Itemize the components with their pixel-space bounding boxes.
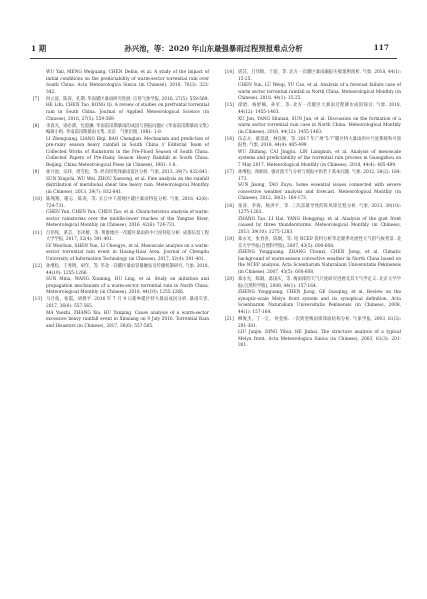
reference-number: [18] [225,203,234,209]
reference-text-english: SUN Xingchi, WU Wei, ZHOU Xuesong, et al. Fine analysis on the rainfall distribution of meridional shear line heavy rain. Meteorological Monthly (in Chinese), 2013, 39(7): 832-841. [46,176,209,195]
reference-entry [225,70,401,103]
reference-entry [225,170,401,203]
reference-text: 孙兴池，吴炜，周雪松，等. 经向切变线暴雨落区分析. 气象, 2013, 39(7): 832-841. [46,170,209,176]
reference-entry [33,297,209,330]
reference-text-english: CHEN Yun, LÜ Weiqi, YU Cao, et al. Analysis of a forecast failure case of warm sector torrential rainfall in North China. Meteorological Monthly (in Chinese), 2018, 44(1): 15-25. [238,83,401,102]
reference-entry [33,97,209,123]
reference-text-english: ZHENG Yongguang, ZHANG Chunxi, CHEN Jiong, et al. Climatic background of warm-season convective weather in North China based on the NCEP analysis. Acta Scientiarum Naturalium Universitatis Pekinensis (in Chinese), 2007, 43(5): 600-608. [238,250,401,275]
reference-text: 孙继松，王秀明，胡年，等. 华北一次暖区暴雨冒暴触发及传播机制研究. 气象, 2018, 44(10): 1255-1266. [46,263,209,276]
reference-number: [15] [225,103,234,109]
reference-entry [225,317,401,350]
reference-text: WU Yali, MENG Weiguang, CHEN Debin, et al. A study of the impact of initial conditions on the predictability of warm-sector torrential rain over South China. Acta Meteorologica Sinica (in Chinese), 2018, 76(3): 323-342. [46,70,209,95]
reference-number: [12] [33,263,42,269]
reference-text-english: SUN Jisong, TAO Zuyu. Some essential issues connected with severe convective weather analysis and forecast. Meteorological Monthly (in Chinese), 2012, 38(2): 164-173. [238,183,401,202]
reference-number: [17] [225,170,234,176]
reference-number: [8] [33,123,40,129]
reference-number: [19] [225,237,234,243]
reference-number: [20] [225,277,234,283]
reference-text-english: WU Zhifang, CAI Jingjiu, LIN Liangxun, et al. Analysis of mesoscale systems and predictability of the torrential rain process in Guangzhou on 7 May 2017. Meteorological Monthly (in Chinese), 2018, 44(4): 485-499. [238,149,401,169]
reference-entry [33,170,209,196]
reference-text-english: LV Weichun, SHEN Yun, LI Chengyu, et al. Mesoscale analysis on a warm-sector torrential rain event in Huang-Huai Area. Journal of Chengdu University of Information Technology (in Chinese), 2017, 32(4): 391-401. [46,243,209,262]
reference-text: 马月枝，张霞，胡燕平. 2016 年 7 月 9 日新乡暖区特大暴雨成因分析. 暴雨灾害, 2017, 36(6): 557-565. [46,297,209,309]
reference-text: 孙继松，陶祖钰. 强对流天气分析与预报中的若干基本问题. 气象, 2012, 38(2): 164-173. [238,170,401,182]
reference-entry [225,137,401,170]
reference-text: 伍志方，蔡景就，林良勋，等. 2017 年广州“5·7”暖区特大暴雨的中尺度系统和可预报性. 气象, 2018, 44(4): 485-499. [238,136,401,149]
reference-text-english: LI Zhenguang, LIANG Biqi, BAO Chenglan. Mechanism and prediction of pre-rainy season heavy rainfall in South China // Editorial Team of Collected Works of Rainstorm in the Pre-Flood Season of South China. Collected Papers of Pre-Rainy Season Heavy Rainfall in South China. Beijing: China Meteorological Press (in Chinese), 1981: 1-8. [46,136,209,169]
reference-number: [9] [33,170,40,176]
reference-text-english: XU Jun, YANG Shunan, SUN Jun, et al. Discussion on the formation of a warm sector torrential rain case in North China. Meteorological Monthly (in Chinese), 2018, 44(12): 1455-1463. [238,116,401,135]
reference-text: 郑永光，张春喜，陈炯，等. 用 NCEP 资料分析华北暖季对流性天气的气候背景. 北京大学学报(自然科学版), 2007, 43(5): 600-608. [238,237,401,249]
running-header [0,0,427,62]
reference-text: 谌芸，吕伟绮，于超，等. 北方一次暖区暴雨漏报失败案例剖析. 气象, 2018, 44(1): 15-25. [238,70,401,82]
issue-label: 1 期 [31,44,47,53]
reference-number: [7] [33,96,40,102]
reference-entry [225,237,401,276]
reference-entry [225,204,401,237]
reference-number: [11] [33,230,42,236]
reference-text: 何立富，陈涛，孔期. 华南暖区暴雨研究进展. 应用气象学报, 2016, 27(5): 559-569. [46,96,209,102]
reference-entry [225,277,401,316]
reference-number: [13] [33,297,42,303]
reference-number: [21] [225,317,234,323]
reference-entry [33,124,209,170]
reference-text-english: ZHENG Yongguang, CHEN Jiong, GE Guoqing, et al. Review on the synoptic-scale Meiyu front system and its synoptical definition. Acta Scientiarum Naturalium Universitatis Pekinensis (in Chinese), 2008, 44(1): 157-164. [238,290,401,315]
page-number: 117 [373,43,389,52]
reference-text: 徐珺，杨舒楠，孙军，等. 北方一次暖区大暴雨过程降水成因探讨. 气象, 2018, 44(12): 1455-1463. [238,103,401,115]
reference-text-english: SUN Mina, WANG Xiuming, HU Ling, et al. Study on initiation and propagation mechanism of a warm-sector torrential rain in North China. Meteorological Monthly (in Chinese), 2018, 44(10): 1255-1266. [46,277,209,296]
reference-entry [33,197,209,230]
reference-text: 李真光，梁必骐，包澄澜. 华南前汛期暴雨的成因与预报问题//《华南前汛期暴雨文集》编辑小组. 华南前汛期暴雨文集. 北京：气象出版, 1981: 1-8. [46,123,209,136]
reference-number: [16] [225,136,234,142]
reference-column-right [225,70,401,350]
reference-column-left [33,70,209,331]
reference-text: 郑永光，陈炯，葛国庆，等. 梅雨锋的天气尺度研究进展及其天气学定义. 北京大学学报(自然科学版), 2008, 44(1): 157-164. [238,277,401,289]
reference-entry [33,70,209,96]
reference-entry [33,231,209,264]
reference-number: [10] [33,197,42,203]
reference-text-english: MA Yuezhi, ZHANG Xia, HU Yanping. Cause analysis of a warm-sector excessive heavy rainfall event in Xinxiang on 9 July 2016. Torrential Rain and Disasters (in Chinese), 2017, 36(6): 557-565. [46,310,209,329]
reference-text-english: ZHANG Tao, LI Hai, YANG Hongping, et al. Analysis of the gust front caused by three thunderstorms. Meteorological Monthly (in Chinese), 2013, 39(10): 1275-1283. [238,216,401,235]
reference-entry [33,264,209,297]
reference-number: [14] [225,70,234,75]
reference-text: 张涛，李海，杨洪平，等. 三次雷暴导致的阵风锋过程分析. 气象, 2013, 39(10): 1275-1283. [238,203,401,216]
reference-entry [225,103,401,136]
reference-text-english: CHEN Yun, CHEN Yun, CHEN Tao, et al. Characteristics analysis of warm-sector rainstorms over the middle-lower reaches of the Yangtze River. Meteorological Monthly (in Chinese), 2016, 42(6): 724-731. [46,210,209,229]
reference-text: 陈翔翔，谢志，陈涛，等. 长江中下游地区暖区暴雨特征分析. 气象, 2016, 42(6): 724-731. [46,197,209,209]
reference-text-english: HE Lifu, CHEN Tao, KONG Qi. A review of studies on prefrontal torrential rain in South China. Journal of Applied Meteorological Science (in Chinese), 2016, 27(5): 559-569. [46,103,209,122]
reference-text: 吕伟纯，谌芸，李泽椿，等. 黄淮地区一次暖区暴雨的中尺度特征分析. 成都信息工程大学学报, 2017, 32(4): 391-401. [46,230,209,243]
running-title: 孙兴池，等：2020 年山东最强暴雨过程预报难点分析 [124,44,303,53]
reference-text: 柳俊杰，丁一汇，何金海. 一次典型梅雨锋锋面结构分析. 气象学报, 2003, 61(3): 291-301. [238,317,401,329]
reference-text-english: LIU Junjie, DING Yihui, HE Jinhai. The structure analysis of a typical Meiyu front. Acta Meteorologica Sinica (in Chinese), 2003, 61(3): 291-301. [238,330,401,349]
header-rule [30,58,397,59]
